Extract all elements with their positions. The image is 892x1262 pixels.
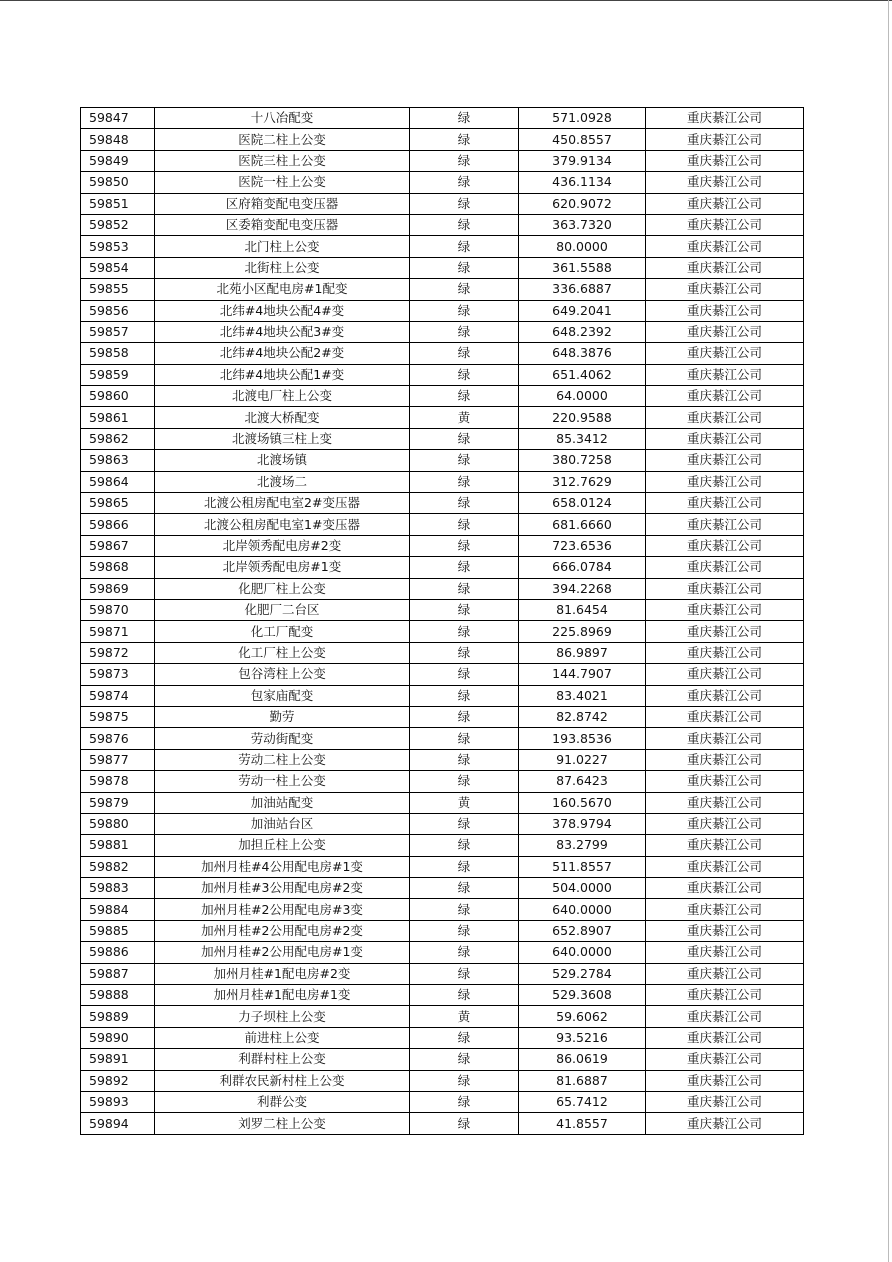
status-color-cell: 绿 xyxy=(410,878,519,899)
row-id-cell: 59859 xyxy=(81,364,155,385)
row-id-cell: 59848 xyxy=(81,129,155,150)
table-row xyxy=(81,471,804,492)
company-cell: 重庆綦江公司 xyxy=(646,963,804,984)
value-cell: 648.3876 xyxy=(519,343,646,364)
transformer-name-cell: 前进柱上公变 xyxy=(155,1027,410,1048)
status-color-cell: 绿 xyxy=(410,706,519,727)
transformer-name-cell: 化肥厂二台区 xyxy=(155,599,410,620)
table-row xyxy=(81,942,804,963)
row-id-cell: 59854 xyxy=(81,257,155,278)
value-cell: 511.8557 xyxy=(519,856,646,877)
value-cell: 312.7629 xyxy=(519,471,646,492)
table-row xyxy=(81,1006,804,1027)
table-row xyxy=(81,813,804,834)
row-id-cell: 59852 xyxy=(81,214,155,235)
value-cell: 81.6887 xyxy=(519,1070,646,1091)
row-id-cell: 59868 xyxy=(81,557,155,578)
value-cell: 666.0784 xyxy=(519,557,646,578)
transformer-name-cell: 加油站配变 xyxy=(155,792,410,813)
status-color-cell: 绿 xyxy=(410,835,519,856)
company-cell: 重庆綦江公司 xyxy=(646,279,804,300)
company-cell: 重庆綦江公司 xyxy=(646,514,804,535)
table-row xyxy=(81,428,804,449)
transformer-name-cell: 北苑小区配电房#1配变 xyxy=(155,279,410,300)
value-cell: 378.9794 xyxy=(519,813,646,834)
company-cell: 重庆綦江公司 xyxy=(646,343,804,364)
value-cell: 529.3608 xyxy=(519,985,646,1006)
table-row xyxy=(81,878,804,899)
transformer-name-cell: 勤劳 xyxy=(155,706,410,727)
row-id-cell: 59855 xyxy=(81,279,155,300)
status-color-cell: 绿 xyxy=(410,343,519,364)
status-color-cell: 黄 xyxy=(410,792,519,813)
row-id-cell: 59864 xyxy=(81,471,155,492)
company-cell: 重庆綦江公司 xyxy=(646,749,804,770)
transformer-name-cell: 北渡场二 xyxy=(155,471,410,492)
row-id-cell: 59871 xyxy=(81,621,155,642)
table-row xyxy=(81,792,804,813)
company-cell: 重庆綦江公司 xyxy=(646,150,804,171)
table-row xyxy=(81,150,804,171)
status-color-cell: 绿 xyxy=(410,985,519,1006)
row-id-cell: 59869 xyxy=(81,578,155,599)
row-id-cell: 59885 xyxy=(81,920,155,941)
row-id-cell: 59887 xyxy=(81,963,155,984)
company-cell: 重庆綦江公司 xyxy=(646,985,804,1006)
status-color-cell: 绿 xyxy=(410,1027,519,1048)
status-color-cell: 绿 xyxy=(410,920,519,941)
table-row xyxy=(81,407,804,428)
company-cell: 重庆綦江公司 xyxy=(646,1091,804,1112)
row-id-cell: 59866 xyxy=(81,514,155,535)
table-row xyxy=(81,493,804,514)
row-id-cell: 59861 xyxy=(81,407,155,428)
company-cell: 重庆綦江公司 xyxy=(646,706,804,727)
value-cell: 81.6454 xyxy=(519,599,646,620)
company-cell: 重庆綦江公司 xyxy=(646,450,804,471)
transformer-name-cell: 加州月桂#1配电房#1变 xyxy=(155,985,410,1006)
company-cell: 重庆綦江公司 xyxy=(646,471,804,492)
status-color-cell: 绿 xyxy=(410,664,519,685)
row-id-cell: 59884 xyxy=(81,899,155,920)
company-cell: 重庆綦江公司 xyxy=(646,214,804,235)
company-cell: 重庆綦江公司 xyxy=(646,664,804,685)
row-id-cell: 59867 xyxy=(81,535,155,556)
table-row xyxy=(81,514,804,535)
company-cell: 重庆綦江公司 xyxy=(646,493,804,514)
company-cell: 重庆綦江公司 xyxy=(646,428,804,449)
table-row xyxy=(81,642,804,663)
status-color-cell: 绿 xyxy=(410,300,519,321)
company-cell: 重庆綦江公司 xyxy=(646,321,804,342)
value-cell: 83.2799 xyxy=(519,835,646,856)
table-row xyxy=(81,214,804,235)
transformer-name-cell: 区委箱变配电变压器 xyxy=(155,214,410,235)
row-id-cell: 59858 xyxy=(81,343,155,364)
status-color-cell: 绿 xyxy=(410,321,519,342)
company-cell: 重庆綦江公司 xyxy=(646,236,804,257)
status-color-cell: 绿 xyxy=(410,578,519,599)
value-cell: 82.8742 xyxy=(519,706,646,727)
transformer-table xyxy=(80,107,804,1135)
row-id-cell: 59882 xyxy=(81,856,155,877)
table-row xyxy=(81,535,804,556)
status-color-cell: 绿 xyxy=(410,599,519,620)
company-cell: 重庆綦江公司 xyxy=(646,1049,804,1070)
row-id-cell: 59891 xyxy=(81,1049,155,1070)
table-row xyxy=(81,771,804,792)
value-cell: 59.6062 xyxy=(519,1006,646,1027)
table-row xyxy=(81,835,804,856)
row-id-cell: 59851 xyxy=(81,193,155,214)
value-cell: 450.8557 xyxy=(519,129,646,150)
transformer-name-cell: 加州月桂#4公用配电房#1变 xyxy=(155,856,410,877)
status-color-cell: 绿 xyxy=(410,514,519,535)
row-id-cell: 59856 xyxy=(81,300,155,321)
value-cell: 93.5216 xyxy=(519,1027,646,1048)
company-cell: 重庆綦江公司 xyxy=(646,1027,804,1048)
table-row xyxy=(81,108,804,129)
table-row xyxy=(81,557,804,578)
table-row xyxy=(81,364,804,385)
company-cell: 重庆綦江公司 xyxy=(646,878,804,899)
row-id-cell: 59862 xyxy=(81,428,155,449)
table-row xyxy=(81,450,804,471)
row-id-cell: 59850 xyxy=(81,172,155,193)
table-row xyxy=(81,749,804,770)
row-id-cell: 59857 xyxy=(81,321,155,342)
table-row xyxy=(81,685,804,706)
value-cell: 65.7412 xyxy=(519,1091,646,1112)
row-id-cell: 59874 xyxy=(81,685,155,706)
row-id-cell: 59870 xyxy=(81,599,155,620)
status-color-cell: 绿 xyxy=(410,1049,519,1070)
transformer-name-cell: 劳动街配变 xyxy=(155,728,410,749)
transformer-name-cell: 化工厂柱上公变 xyxy=(155,642,410,663)
value-cell: 640.0000 xyxy=(519,942,646,963)
transformer-name-cell: 劳动一柱上公变 xyxy=(155,771,410,792)
transformer-name-cell: 北纬#4地块公配3#变 xyxy=(155,321,410,342)
table-body xyxy=(81,108,804,1135)
value-cell: 651.4062 xyxy=(519,364,646,385)
status-color-cell: 绿 xyxy=(410,1070,519,1091)
value-cell: 91.0227 xyxy=(519,749,646,770)
company-cell: 重庆綦江公司 xyxy=(646,1070,804,1091)
table-row xyxy=(81,386,804,407)
company-cell: 重庆綦江公司 xyxy=(646,257,804,278)
status-color-cell: 绿 xyxy=(410,471,519,492)
status-color-cell: 绿 xyxy=(410,535,519,556)
table-row xyxy=(81,321,804,342)
status-color-cell: 绿 xyxy=(410,771,519,792)
value-cell: 649.2041 xyxy=(519,300,646,321)
value-cell: 361.5588 xyxy=(519,257,646,278)
transformer-name-cell: 化肥厂柱上公变 xyxy=(155,578,410,599)
table-row xyxy=(81,279,804,300)
company-cell: 重庆綦江公司 xyxy=(646,193,804,214)
status-color-cell: 绿 xyxy=(410,749,519,770)
value-cell: 504.0000 xyxy=(519,878,646,899)
value-cell: 620.9072 xyxy=(519,193,646,214)
status-color-cell: 绿 xyxy=(410,899,519,920)
status-color-cell: 绿 xyxy=(410,963,519,984)
table-row xyxy=(81,578,804,599)
company-cell: 重庆綦江公司 xyxy=(646,599,804,620)
row-id-cell: 59888 xyxy=(81,985,155,1006)
transformer-name-cell: 加州月桂#2公用配电房#1变 xyxy=(155,942,410,963)
company-cell: 重庆綦江公司 xyxy=(646,792,804,813)
transformer-name-cell: 加担丘柱上公变 xyxy=(155,835,410,856)
company-cell: 重庆綦江公司 xyxy=(646,578,804,599)
page-edge-right xyxy=(888,0,889,1262)
value-cell: 144.7907 xyxy=(519,664,646,685)
company-cell: 重庆綦江公司 xyxy=(646,813,804,834)
table-row xyxy=(81,1070,804,1091)
value-cell: 80.0000 xyxy=(519,236,646,257)
transformer-name-cell: 医院一柱上公变 xyxy=(155,172,410,193)
company-cell: 重庆綦江公司 xyxy=(646,557,804,578)
table-row xyxy=(81,899,804,920)
status-color-cell: 绿 xyxy=(410,193,519,214)
value-cell: 363.7320 xyxy=(519,214,646,235)
row-id-cell: 59886 xyxy=(81,942,155,963)
row-id-cell: 59860 xyxy=(81,386,155,407)
row-id-cell: 59877 xyxy=(81,749,155,770)
company-cell: 重庆綦江公司 xyxy=(646,771,804,792)
transformer-name-cell: 加州月桂#3公用配电房#2变 xyxy=(155,878,410,899)
status-color-cell: 黄 xyxy=(410,1006,519,1027)
table-row xyxy=(81,621,804,642)
value-cell: 160.5670 xyxy=(519,792,646,813)
status-color-cell: 绿 xyxy=(410,1113,519,1134)
value-cell: 86.9897 xyxy=(519,642,646,663)
value-cell: 379.9134 xyxy=(519,150,646,171)
row-id-cell: 59875 xyxy=(81,706,155,727)
transformer-name-cell: 加州月桂#1配电房#2变 xyxy=(155,963,410,984)
status-color-cell: 绿 xyxy=(410,428,519,449)
status-color-cell: 绿 xyxy=(410,279,519,300)
transformer-name-cell: 北纬#4地块公配4#变 xyxy=(155,300,410,321)
status-color-cell: 绿 xyxy=(410,942,519,963)
transformer-name-cell: 北岸领秀配电房#1变 xyxy=(155,557,410,578)
table-row xyxy=(81,236,804,257)
row-id-cell: 59889 xyxy=(81,1006,155,1027)
transformer-name-cell: 力子坝柱上公变 xyxy=(155,1006,410,1027)
company-cell: 重庆綦江公司 xyxy=(646,407,804,428)
row-id-cell: 59878 xyxy=(81,771,155,792)
status-color-cell: 绿 xyxy=(410,450,519,471)
value-cell: 225.8969 xyxy=(519,621,646,642)
transformer-name-cell: 北街柱上公变 xyxy=(155,257,410,278)
transformer-name-cell: 北渡场镇三柱上变 xyxy=(155,428,410,449)
company-cell: 重庆綦江公司 xyxy=(646,364,804,385)
company-cell: 重庆綦江公司 xyxy=(646,685,804,706)
table-row xyxy=(81,1049,804,1070)
status-color-cell: 绿 xyxy=(410,1091,519,1112)
status-color-cell: 绿 xyxy=(410,621,519,642)
transformer-name-cell: 北纬#4地块公配1#变 xyxy=(155,364,410,385)
value-cell: 85.3412 xyxy=(519,428,646,449)
status-color-cell: 绿 xyxy=(410,557,519,578)
row-id-cell: 59892 xyxy=(81,1070,155,1091)
table-row xyxy=(81,1027,804,1048)
value-cell: 193.8536 xyxy=(519,728,646,749)
transformer-name-cell: 劳动二柱上公变 xyxy=(155,749,410,770)
status-color-cell: 绿 xyxy=(410,257,519,278)
status-color-cell: 绿 xyxy=(410,642,519,663)
table-row xyxy=(81,1113,804,1134)
transformer-name-cell: 北纬#4地块公配2#变 xyxy=(155,343,410,364)
transformer-name-cell: 北渡公租房配电室1#变压器 xyxy=(155,514,410,535)
row-id-cell: 59863 xyxy=(81,450,155,471)
company-cell: 重庆綦江公司 xyxy=(646,1113,804,1134)
value-cell: 83.4021 xyxy=(519,685,646,706)
row-id-cell: 59883 xyxy=(81,878,155,899)
transformer-name-cell: 北渡场镇 xyxy=(155,450,410,471)
company-cell: 重庆綦江公司 xyxy=(646,300,804,321)
table-row xyxy=(81,599,804,620)
value-cell: 640.0000 xyxy=(519,899,646,920)
transformer-name-cell: 包家庙配变 xyxy=(155,685,410,706)
table-row xyxy=(81,856,804,877)
table-row xyxy=(81,664,804,685)
company-cell: 重庆綦江公司 xyxy=(646,728,804,749)
table-row xyxy=(81,706,804,727)
status-color-cell: 绿 xyxy=(410,493,519,514)
status-color-cell: 绿 xyxy=(410,685,519,706)
status-color-cell: 绿 xyxy=(410,364,519,385)
company-cell: 重庆綦江公司 xyxy=(646,535,804,556)
table-row xyxy=(81,1091,804,1112)
row-id-cell: 59876 xyxy=(81,728,155,749)
table-row xyxy=(81,172,804,193)
transformer-name-cell: 加州月桂#2公用配电房#2变 xyxy=(155,920,410,941)
value-cell: 681.6660 xyxy=(519,514,646,535)
transformer-name-cell: 利群农民新村柱上公变 xyxy=(155,1070,410,1091)
value-cell: 41.8557 xyxy=(519,1113,646,1134)
company-cell: 重庆綦江公司 xyxy=(646,129,804,150)
value-cell: 380.7258 xyxy=(519,450,646,471)
transformer-name-cell: 医院二柱上公变 xyxy=(155,129,410,150)
value-cell: 529.2784 xyxy=(519,963,646,984)
table-row xyxy=(81,728,804,749)
value-cell: 652.8907 xyxy=(519,920,646,941)
status-color-cell: 绿 xyxy=(410,129,519,150)
status-color-cell: 绿 xyxy=(410,214,519,235)
company-cell: 重庆綦江公司 xyxy=(646,621,804,642)
value-cell: 64.0000 xyxy=(519,386,646,407)
row-id-cell: 59890 xyxy=(81,1027,155,1048)
table-row xyxy=(81,300,804,321)
status-color-cell: 绿 xyxy=(410,236,519,257)
transformer-name-cell: 十八冶配变 xyxy=(155,108,410,129)
transformer-name-cell: 北岸领秀配电房#2变 xyxy=(155,535,410,556)
value-cell: 220.9588 xyxy=(519,407,646,428)
value-cell: 86.0619 xyxy=(519,1049,646,1070)
transformer-name-cell: 加州月桂#2公用配电房#3变 xyxy=(155,899,410,920)
value-cell: 723.6536 xyxy=(519,535,646,556)
company-cell: 重庆綦江公司 xyxy=(646,856,804,877)
status-color-cell: 绿 xyxy=(410,172,519,193)
value-cell: 571.0928 xyxy=(519,108,646,129)
value-cell: 648.2392 xyxy=(519,321,646,342)
row-id-cell: 59893 xyxy=(81,1091,155,1112)
row-id-cell: 59881 xyxy=(81,835,155,856)
company-cell: 重庆綦江公司 xyxy=(646,642,804,663)
value-cell: 87.6423 xyxy=(519,771,646,792)
status-color-cell: 绿 xyxy=(410,856,519,877)
table-row xyxy=(81,343,804,364)
company-cell: 重庆綦江公司 xyxy=(646,108,804,129)
row-id-cell: 59847 xyxy=(81,108,155,129)
transformer-name-cell: 北渡公租房配电室2#变压器 xyxy=(155,493,410,514)
row-id-cell: 59873 xyxy=(81,664,155,685)
table-row xyxy=(81,257,804,278)
row-id-cell: 59894 xyxy=(81,1113,155,1134)
company-cell: 重庆綦江公司 xyxy=(646,386,804,407)
transformer-name-cell: 区府箱变配电变压器 xyxy=(155,193,410,214)
table-row xyxy=(81,193,804,214)
status-color-cell: 黄 xyxy=(410,407,519,428)
page-edge-top xyxy=(0,0,892,1)
row-id-cell: 59853 xyxy=(81,236,155,257)
value-cell: 436.1134 xyxy=(519,172,646,193)
transformer-name-cell: 北渡电厂柱上公变 xyxy=(155,386,410,407)
company-cell: 重庆綦江公司 xyxy=(646,942,804,963)
table-row xyxy=(81,129,804,150)
transformer-name-cell: 包谷湾柱上公变 xyxy=(155,664,410,685)
status-color-cell: 绿 xyxy=(410,813,519,834)
status-color-cell: 绿 xyxy=(410,150,519,171)
company-cell: 重庆綦江公司 xyxy=(646,835,804,856)
value-cell: 394.2268 xyxy=(519,578,646,599)
transformer-name-cell: 刘罗二柱上公变 xyxy=(155,1113,410,1134)
row-id-cell: 59865 xyxy=(81,493,155,514)
value-cell: 336.6887 xyxy=(519,279,646,300)
transformer-name-cell: 利群村柱上公变 xyxy=(155,1049,410,1070)
transformer-name-cell: 北渡大桥配变 xyxy=(155,407,410,428)
status-color-cell: 绿 xyxy=(410,728,519,749)
status-color-cell: 绿 xyxy=(410,386,519,407)
table-row xyxy=(81,920,804,941)
company-cell: 重庆綦江公司 xyxy=(646,1006,804,1027)
transformer-name-cell: 北门柱上公变 xyxy=(155,236,410,257)
transformer-name-cell: 利群公变 xyxy=(155,1091,410,1112)
table-row xyxy=(81,985,804,1006)
transformer-name-cell: 化工厂配变 xyxy=(155,621,410,642)
row-id-cell: 59879 xyxy=(81,792,155,813)
value-cell: 658.0124 xyxy=(519,493,646,514)
company-cell: 重庆綦江公司 xyxy=(646,172,804,193)
row-id-cell: 59849 xyxy=(81,150,155,171)
company-cell: 重庆綦江公司 xyxy=(646,920,804,941)
row-id-cell: 59872 xyxy=(81,642,155,663)
row-id-cell: 59880 xyxy=(81,813,155,834)
status-color-cell: 绿 xyxy=(410,108,519,129)
table-row xyxy=(81,963,804,984)
transformer-name-cell: 加油站台区 xyxy=(155,813,410,834)
company-cell: 重庆綦江公司 xyxy=(646,899,804,920)
transformer-name-cell: 医院三柱上公变 xyxy=(155,150,410,171)
